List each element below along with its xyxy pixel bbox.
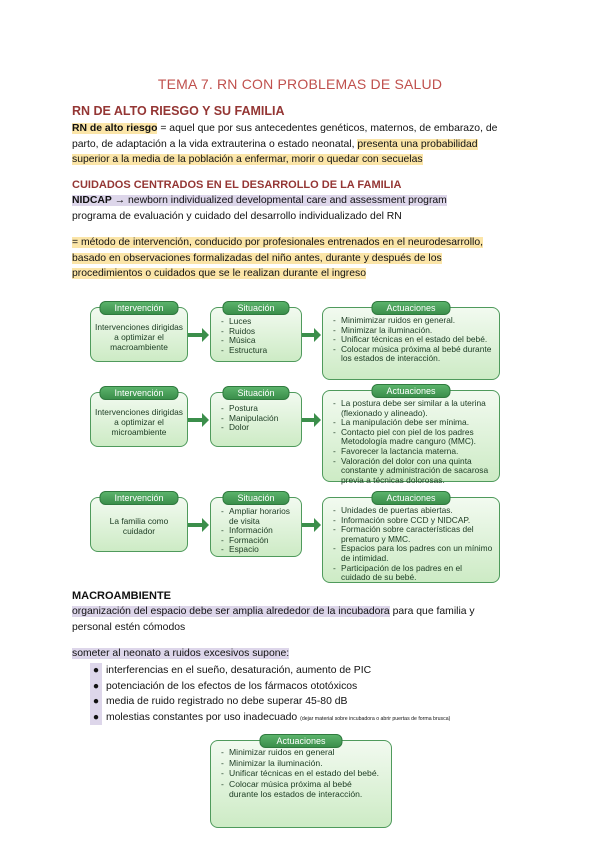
- list-item: ● potenciación de los efectos de los fármacos ototóxicos: [90, 679, 450, 695]
- term-rn-alto-riesgo: RN de alto riesgo: [72, 123, 158, 134]
- situacion-header: Situación: [222, 386, 289, 400]
- arrow-right-icon: [314, 328, 321, 342]
- nidcap-translation: programa de evaluación y cuidado del desarrollo individualizado del RN: [72, 210, 402, 222]
- situacion-header: Situación: [222, 491, 289, 505]
- actuacion-item: - La manipulación debe ser mínima.: [333, 418, 493, 428]
- ruido-bullet-list: [90, 663, 450, 725]
- bullet-icon: ●: [90, 694, 102, 710]
- alto-riesgo-definition: [72, 121, 532, 168]
- ruido-intro-highlight: someter al neonato a ruidos excesivos supone:: [72, 648, 290, 659]
- situacion-box: [210, 388, 302, 447]
- nidcap-def-line1: = método de intervención, conducido por profesionales entrenados en el neurodesarrollo,: [72, 237, 483, 248]
- actuacion-item: - Valoración del dolor con una quinta constante y administración de sacarosa previa a técnicas dolorosas.: [333, 457, 493, 486]
- situacion-item: - Manipulación: [221, 414, 295, 424]
- arrow-right-icon: [202, 413, 209, 427]
- intervencion-text: La familia como cuidador: [109, 516, 169, 536]
- actuaciones-header: Actuaciones: [371, 491, 450, 505]
- section-heading-cuidados: CUIDADOS CENTRADOS EN EL DESARROLLO DE LA FAMILIA: [72, 179, 402, 191]
- actuacion-item: - Colocar música próxima al bebé durante los estados de interacción.: [221, 778, 363, 799]
- actuaciones-box: [322, 386, 500, 485]
- nidcap-def-line3: procedimientos o cuidados que se le realizan durante el ingreso: [72, 268, 367, 279]
- nidcap-block: [72, 193, 532, 224]
- situacion-item: - Estructura: [221, 346, 295, 356]
- actuacion-item: - Información sobre CCD y NIDCAP.: [333, 516, 493, 526]
- actuacion-item: - Minimizar la iluminación.: [333, 326, 493, 336]
- actuacion-item: - Minimizar la iluminación.: [221, 757, 323, 768]
- situacion-box: [210, 303, 302, 362]
- actuacion-item: - Favorecer la lactancia materna.: [333, 447, 493, 457]
- def-line2: parto, de adaptación a la vida extrauterina o estado neonatal,: [72, 138, 355, 150]
- list-item: ● molestias constantes por uso inadecuado (dejar material sobre incubadora o abrir puertas de forma brusca): [90, 710, 450, 726]
- bullet-icon: ●: [90, 663, 102, 679]
- actuaciones-header: Actuaciones: [371, 384, 450, 398]
- actuaciones-box-macroambiente: [210, 736, 392, 828]
- macro-line1-rest: para que familia y: [392, 606, 475, 617]
- list-item: ● media de ruido registrado no debe superar 45-80 dB: [90, 694, 450, 710]
- list-item: ● interferencias en el sueño, desaturación, aumento de PIC: [90, 663, 450, 679]
- situacion-item: - Dolor: [221, 423, 295, 433]
- nidcap-def-line2: basado en observaciones formalizadas del niño antes, durante y después de los: [72, 252, 442, 264]
- arrow-right-icon: [314, 518, 321, 532]
- intervencion-text: Intervenciones dirigidas a optimizar el macroambiente: [95, 322, 183, 352]
- page-title: TEMA 7. RN CON PROBLEMAS DE SALUD: [157, 76, 443, 92]
- def-line2-highlight: presenta una probabilidad: [357, 138, 478, 150]
- intervencion-header: Intervención: [99, 491, 178, 505]
- nidcap-label: NIDCAP: [72, 195, 112, 206]
- actuaciones-header: Actuaciones: [371, 301, 450, 315]
- actuacion-item: - Formación sobre características del prematuro y MMC.: [333, 525, 493, 544]
- intervencion-box: [90, 493, 188, 552]
- actuacion-item: - Unidades de puertas abiertas.: [333, 506, 493, 516]
- situacion-box: [210, 493, 302, 557]
- situacion-item: - Postura: [221, 404, 295, 414]
- nidcap-expansion: → newborn individualized developmental care and assessment program: [114, 195, 447, 206]
- actuacion-item: - Unificar técnicas en el estado del bebé.: [221, 768, 380, 778]
- actuacion-item: - Contacto piel con piel de los padres Metodología madre canguro (MMC).: [333, 428, 493, 447]
- macro-line1-highlight: organización del espacio debe ser amplia alrededor de la incubadora: [72, 606, 390, 617]
- situacion-item: - Música: [221, 336, 295, 346]
- arrow-right-icon: [202, 328, 209, 342]
- actuacion-item: - Unificar técnicas en el estado del bebé.: [333, 335, 493, 345]
- def-line3-highlight: superior a la media de la población a enfermar, morir o quedar con secuelas: [72, 154, 423, 165]
- situacion-item: - Formación: [221, 536, 295, 546]
- intervencion-box: [90, 388, 188, 447]
- nidcap-definition: [72, 235, 532, 282]
- def-line1: = aquel que por sus antecedentes genéticos, maternos, de embarazo, de: [160, 123, 498, 134]
- situacion-header: Situación: [222, 301, 289, 315]
- situacion-item: - Ruidos: [221, 327, 295, 337]
- actuaciones-box: [322, 303, 500, 380]
- macro-line2: personal estén cómodos: [72, 621, 186, 633]
- actuacion-item: - La postura debe ser similar a la uterina (flexionado y alineado).: [333, 399, 493, 418]
- intervencion-box: [90, 303, 188, 362]
- situacion-item: - Luces: [221, 317, 295, 327]
- intervencion-header: Intervención: [99, 301, 178, 315]
- situacion-item: - Información: [221, 526, 295, 536]
- actuacion-item: - Minimizar ruidos en general: [221, 747, 335, 757]
- actuacion-item: - Minimimizar ruidos en general.: [333, 316, 493, 326]
- actuacion-item: - Colocar música próxima al bebé durante los estados de interacción.: [333, 345, 493, 364]
- situacion-item: - Espacio: [221, 545, 295, 555]
- arrow-right-icon: [314, 413, 321, 427]
- intervencion-text: Intervenciones dirigidas a optimizar el microambiente: [95, 407, 183, 437]
- actuacion-item: - Participación de los padres en el cuidado de su bebé.: [333, 564, 493, 583]
- section-heading-alto-riesgo: RN DE ALTO RIESGO Y SU FAMILIA: [72, 104, 285, 118]
- macroambiente-text: [72, 604, 532, 635]
- bullet-icon: ●: [90, 679, 102, 695]
- arrow-right-icon: [202, 518, 209, 532]
- intervencion-header: Intervención: [99, 386, 178, 400]
- situacion-item: - Ampliar horarios de visita: [221, 507, 295, 526]
- actuaciones-box: [322, 493, 500, 583]
- bullet-note: (dejar material sobre incubadora o abrir puertas de forma brusca): [300, 715, 451, 722]
- nidcap-diagram: [90, 299, 510, 589]
- actuacion-item: - Espacios para los padres con un mínimo de intimidad.: [333, 544, 493, 563]
- section-heading-macroambiente: MACROAMBIENTE: [72, 590, 171, 602]
- ruido-intro: [72, 646, 532, 662]
- bullet-icon: ●: [90, 710, 102, 726]
- actuaciones-header: Actuaciones: [259, 734, 342, 748]
